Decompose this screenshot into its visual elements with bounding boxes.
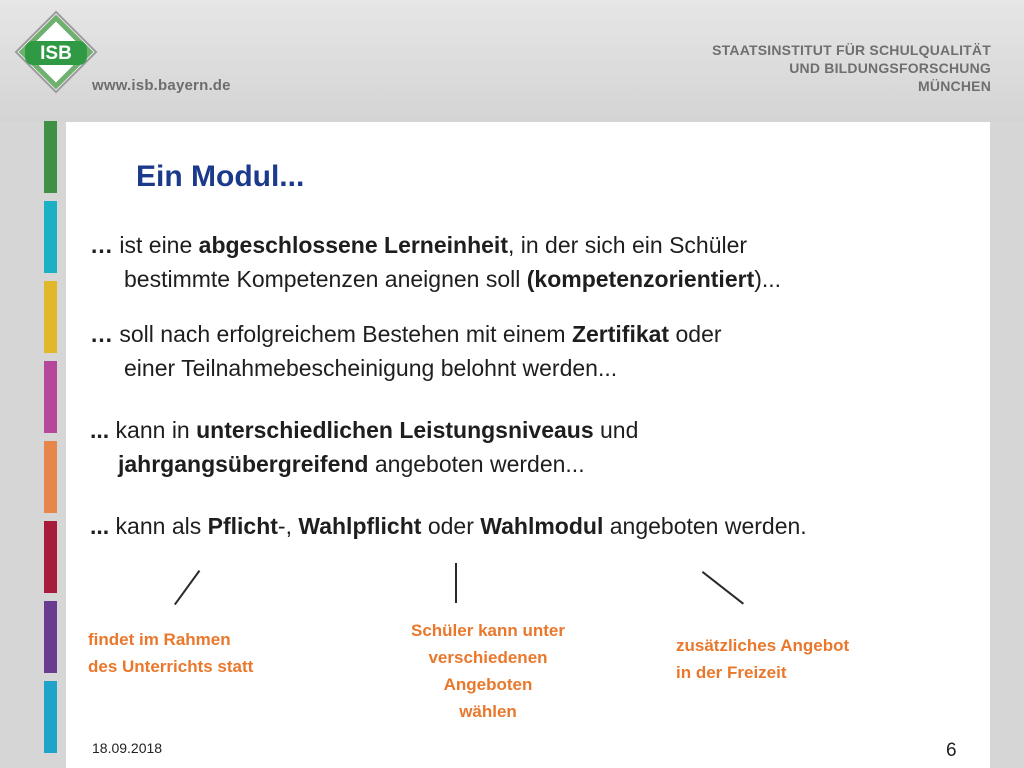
p3-text-2: und [593, 417, 639, 443]
institute-line-2: UND BILDUNGSFORSCHUNG [789, 60, 991, 76]
note-left [88, 626, 253, 680]
p2-text-1: soll nach erfolgreichem Bestehen mit einem [113, 321, 572, 347]
connector-line-center [455, 563, 457, 603]
page-number: 6 [946, 740, 957, 761]
p1-text-2: , in der sich ein Schüler [507, 232, 748, 258]
p2-line2: einer Teilnahmebescheinigung belohnt werden... [124, 355, 618, 381]
paragraph-4 [90, 509, 807, 543]
stripe-3 [44, 281, 57, 353]
p4-text-1: kann als [109, 513, 208, 539]
paragraph-1 [90, 228, 781, 296]
p2-text-2: oder [669, 321, 722, 347]
website-url: www.isb.bayern.de [92, 77, 231, 94]
stripe-7 [44, 601, 57, 673]
note-right-line-2: in der Freizeit [676, 663, 787, 682]
note-left-line-2: des Unterrichts statt [88, 657, 254, 676]
paragraph-3 [90, 413, 638, 481]
note-left-line-1: findet im Rahmen [88, 630, 231, 649]
note-right-line-1: zusätzliches Angebot [676, 636, 850, 655]
p1-line2-bold: (kompetenzorientiert [526, 266, 755, 292]
p3-text-1: kann in [109, 417, 197, 443]
note-center-line-3: Angeboten [443, 675, 533, 694]
p1-line2-end: )... [754, 266, 782, 292]
stripe-4 [44, 361, 57, 433]
p4-dots: ... [90, 513, 110, 539]
p3-bold-1: unterschiedlichen Leistungsniveaus [196, 417, 594, 443]
stripe-6 [44, 521, 57, 593]
p1-dots: … [90, 232, 113, 258]
slide-date: 18.09.2018 [92, 740, 163, 756]
p4-text-4: angeboten werden. [603, 513, 807, 539]
p1-line2-text: bestimmte Kompetenzen aneignen soll [124, 266, 527, 292]
p1-bold-1: abgeschlossene Lerneinheit [198, 232, 508, 258]
p4-bold-2: Wahlpflicht [298, 513, 422, 539]
p4-bold-1: Pflicht [207, 513, 278, 539]
stripe-8 [44, 681, 57, 753]
note-right [676, 632, 849, 686]
stripe-2 [44, 201, 57, 273]
note-center-line-4: wählen [459, 702, 517, 721]
p3-dots: ... [90, 417, 110, 443]
institute-line-3: MÜNCHEN [918, 78, 991, 94]
note-center [378, 617, 598, 725]
logo-text: ISB [40, 43, 72, 64]
p4-bold-3: Wahlmodul [480, 513, 604, 539]
stripe-1 [44, 121, 57, 193]
p4-text-3: oder [421, 513, 481, 539]
p3-line2-text: angeboten werden... [368, 451, 585, 477]
paragraph-2 [90, 317, 722, 385]
p2-bold-1: Zertifikat [571, 321, 670, 347]
note-center-line-2: verschiedenen [428, 648, 548, 667]
institute-line-1: STAATSINSTITUT FÜR SCHULQUALITÄT [712, 42, 991, 58]
p2-dots: … [90, 321, 113, 347]
p3-line2-bold: jahrgangsübergreifend [118, 451, 369, 477]
slide-title: Ein Modul... [136, 160, 305, 193]
note-center-line-1: Schüler kann unter [411, 621, 565, 640]
p1-text-1: ist eine [113, 232, 199, 258]
institute-name [651, 41, 991, 95]
stripe-5 [44, 441, 57, 513]
p4-text-2: -, [277, 513, 299, 539]
color-stripes [44, 121, 58, 761]
isb-logo [14, 10, 98, 94]
